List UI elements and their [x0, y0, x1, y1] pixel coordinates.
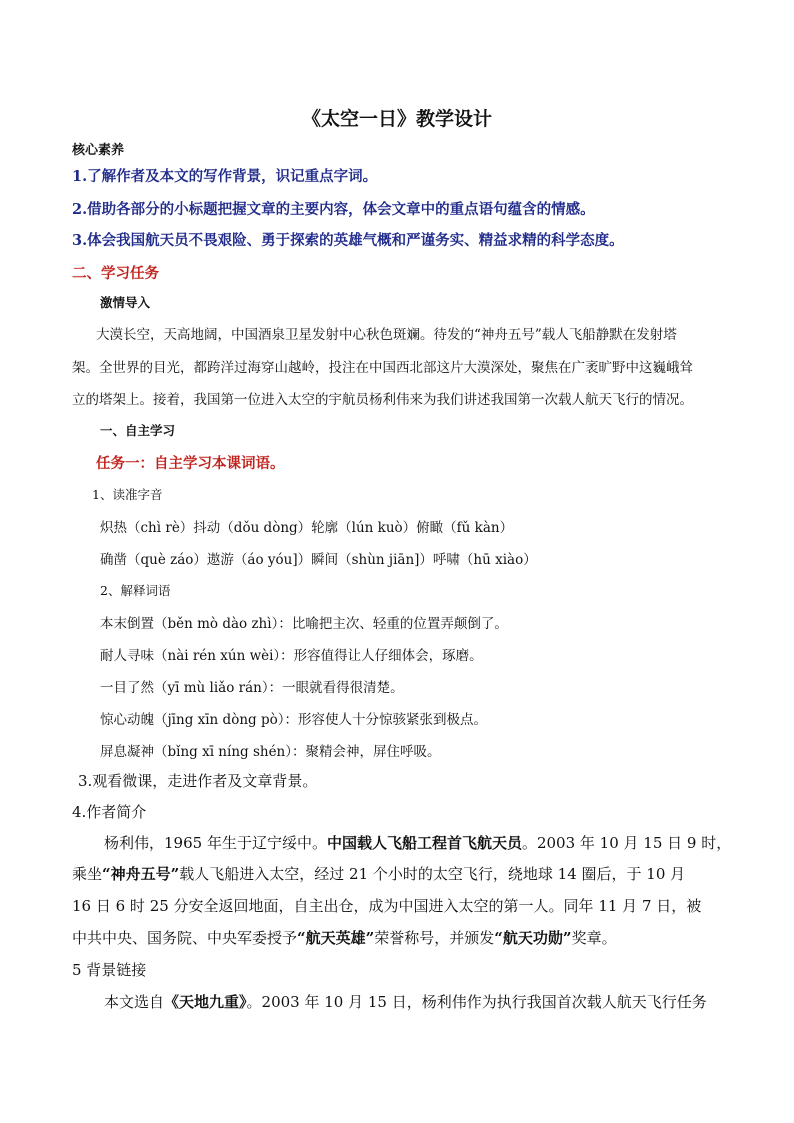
author-line-4-c: 荣誉称号，并颁发: [374, 929, 495, 947]
author-line-1-c: 。2003 年 10 月 15 日 9 时，: [521, 834, 732, 852]
vocab-item: 耐人寻味（nài rén xún wèi）：形容值得让人仔细体会，琢磨。: [100, 648, 483, 664]
author-line-3: 16 日 6 时 25 分安全返回地面，自主出仓，成为中国进入太空的第一人。同年 11 月 7 日，被: [72, 897, 702, 915]
author-heading: 4.作者简介: [72, 803, 147, 821]
goal-1: 1.了解作者及本文的写作背景，识记重点字词。: [72, 168, 378, 185]
author-line-2: [72, 863, 685, 884]
task-one-heading: 任务一：自主学习本课词语。: [96, 455, 285, 472]
author-line-4-e: 奖章。: [571, 929, 617, 947]
page-title: 《太空一日》教学设计: [301, 108, 492, 130]
author-line-1: [104, 832, 731, 853]
intro-heading: 激情导入: [100, 295, 151, 310]
pinyin-line-1: 炽热（chì rè）抖动（dǒu dòng）轮廓（lún kuò）俯瞰（fǔ kàn）: [100, 520, 514, 536]
vocab-item: 惊心动魄（jīng xīn dòng pò）：形容使人十分惊骇紧张到极点。: [100, 712, 487, 728]
background-line-1-c: 。2003 年 10 月 15 日，杨利伟作为执行我国首次载人航天飞行任务: [246, 993, 707, 1011]
vocab-item: 屏息凝神（bǐng xī níng shén）：聚精会神，屏住呼吸。: [100, 744, 441, 760]
intro-line-3: 立的塔架上。接着，我国第一位进入太空的宇航员杨利伟来为我们讲述我国第一次载人航天飞行的情况。: [72, 392, 693, 408]
background-line-1-b: 《天地九重》: [164, 993, 247, 1011]
author-line-1-a: 杨利伟，1965 年生于辽宁绥中。: [104, 834, 327, 852]
watch-micro-lesson: 3.观看微课，走进作者及文章背景。: [78, 772, 318, 790]
background-line-1: [104, 991, 707, 1012]
explain-heading: 2、解释词语: [100, 583, 171, 598]
background-line-1-a: 本文选自: [104, 993, 165, 1011]
vocab-item: 一目了然（yī mù liǎo rán）：一眼就看得很清楚。: [100, 680, 404, 696]
pinyin-line-2: 确凿（què záo）遨游（áo yóu]）瞬间（shùn jiān]）呼啸（hū xiào）: [100, 552, 537, 568]
intro-line-1: 大漠长空，天高地阔，中国酒泉卫星发射中心秋色斑斓。待发的“神舟五号”载人飞船静默在发射塔: [96, 327, 677, 343]
background-heading: 5 背景链接: [72, 961, 147, 979]
goal-2: 2.借助各部分的小标题把握文章的主要内容，体会文章中的重点语句蕴含的情感。: [72, 201, 595, 218]
author-line-4-a: 中共中央、国务院、中央军委授予: [72, 929, 298, 947]
learning-tasks-heading: 二、学习任务: [72, 265, 159, 282]
author-line-1-b: 中国载人飞船工程首飞航天员: [326, 834, 522, 852]
author-line-4: [72, 927, 617, 948]
author-line-4-d: “航天功勋”: [494, 929, 572, 947]
self-study-heading: 一、自主学习: [100, 423, 176, 438]
intro-line-2: 架。全世界的目光，都跨洋过海穿山越岭，投注在中国西北部这片大漠深处，聚焦在广袤旷野中这巍峨耸: [72, 360, 693, 376]
author-line-2-a: 乘坐: [72, 865, 103, 883]
read-heading: 1、读准字音: [92, 487, 163, 502]
author-line-2-c: 载人飞船进入太空，经过 21 个小时的太空飞行，绕地球 14 圈后，于 10 月: [179, 865, 686, 883]
vocab-item: 本末倒置（běn mò dào zhì）：比喻把主次、轻重的位置弄颠倒了。: [100, 616, 508, 632]
author-line-4-b: “航天英雄”: [297, 929, 375, 947]
core-literacy-heading: 核心素养: [72, 143, 125, 158]
author-line-2-b: “神舟五号”: [102, 865, 180, 883]
goal-3: 3.体会我国航天员不畏艰险、勇于探索的英雄气概和严谨务实、精益求精的科学态度。: [72, 232, 624, 249]
